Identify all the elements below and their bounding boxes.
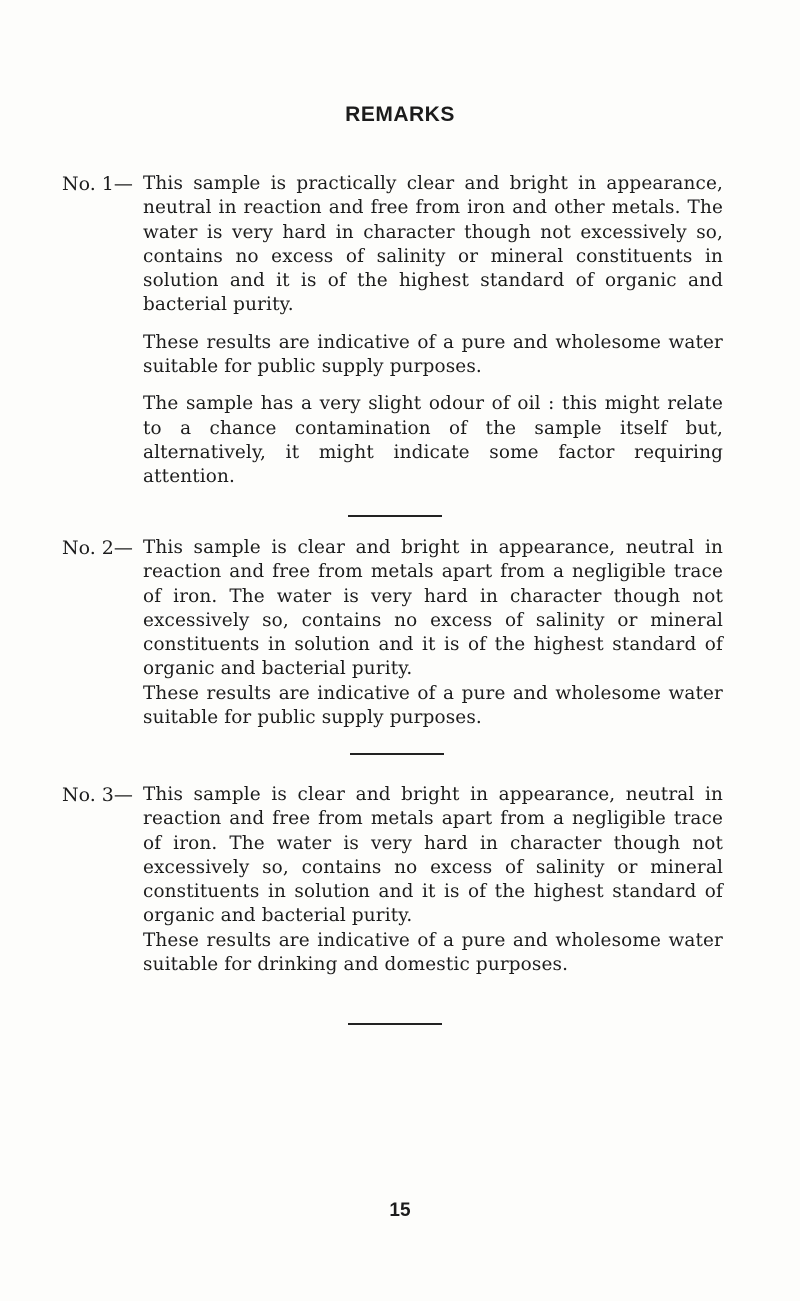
remark-entry-2 [62, 536, 742, 730]
entry-paragraph: These results are indicative of a pure and wholesome water suitable for public supply purposes. [143, 682, 723, 729]
entry-paragraph: This sample is practically clear and bright in appearance, neutral in reaction and free from iron and other metals. The water is very hard in character though not excessively so, contains no excess of salinity or mineral constituents in solution and it is of the highest standard of organic and bacterial purity. [143, 173, 723, 316]
remark-entry-1 [62, 172, 742, 490]
entry-paragraph: This sample is clear and bright in appearance, neutral in reaction and free from metals apart from a negligible trace of iron. The water is very hard in character though not excessively so, contains no excess of salinity or mineral constituents in solution and it is of the highest standard of organic and bacterial purity. [143, 784, 723, 927]
entry-label: No. 3— [62, 784, 133, 806]
entry-label: No. 2— [62, 537, 133, 559]
entry-paragraph: The sample has a very slight odour of oil : this might relate to a chance contamination of the sample itself but, alternatively, it might indicate some factor requiring attention. [143, 393, 723, 488]
entry-label: No. 1— [62, 173, 133, 195]
page-heading: REMARKS [345, 103, 455, 126]
entry-paragraph: These results are indicative of a pure and wholesome water suitable for public supply purposes. [143, 331, 723, 378]
entry-body [143, 172, 723, 490]
entry-body [143, 783, 723, 977]
remark-entry-3 [62, 783, 742, 977]
section-divider [348, 515, 442, 517]
section-divider [348, 1023, 442, 1025]
entry-paragraph: This sample is clear and bright in appearance, neutral in reaction and free from metals apart from a negligible trace of iron. The water is very hard in character though not excessively so, contains no excess of salinity or mineral constituents in solution and it is of the highest standard of organic and bacterial purity. [143, 537, 723, 680]
entry-paragraph: These results are indicative of a pure and wholesome water suitable for drinking and domestic purposes. [143, 929, 723, 976]
page-number: 15 [389, 1200, 411, 1221]
section-divider [350, 753, 444, 755]
entry-body [143, 536, 723, 730]
